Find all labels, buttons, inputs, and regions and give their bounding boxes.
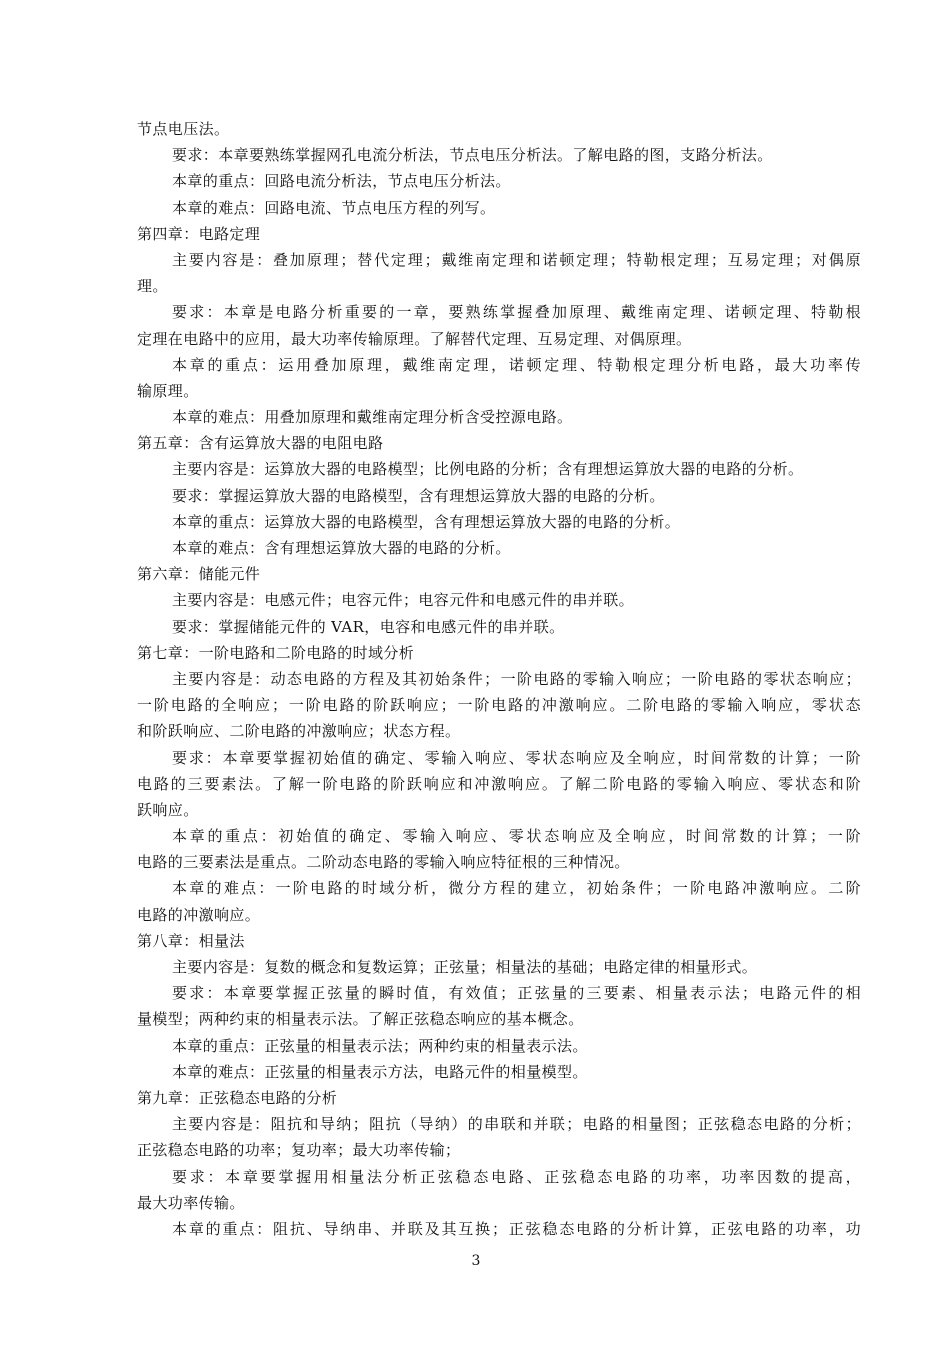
text-line: 电路的三要素法。了解一阶电路的阶跃响应和冲激响应。了解二阶电路的零输入响应、零状态和阶 bbox=[137, 774, 861, 793]
text-line: 主要内容是：叠加原理；替代定理；戴维南定理和诺顿定理；特勒根定理；互易定理；对偶原 bbox=[172, 250, 861, 269]
chapter-heading: 第七章：一阶电路和二阶电路的时域分析 bbox=[137, 643, 415, 662]
text-line: 主要内容是：运算放大器的电路模型；比例电路的分析；含有理想运算放大器的电路的分析。 bbox=[172, 460, 804, 479]
chapter-heading: 第六章：储能元件 bbox=[137, 565, 261, 584]
text-line: 要求：掌握储能元件的 VAR，电容和电感元件的串并联。 bbox=[172, 617, 565, 636]
text-line: 主要内容是：阻抗和导纳；阻抗（导纳）的串联和并联；电路的相量图；正弦稳态电路的分析； bbox=[172, 1115, 861, 1134]
text-line: 一阶电路的全响应；一阶电路的阶跃响应；一阶电路的冲激响应。二阶电路的零输入响应，零状态 bbox=[137, 696, 861, 715]
text-line: 正弦稳态电路的功率；复功率；最大功率传输； bbox=[137, 1141, 461, 1160]
text-line: 本章的难点：正弦量的相量表示方法，电路元件的相量模型。 bbox=[172, 1062, 588, 1081]
text-line: 本章的难点：用叠加原理和戴维南定理分析含受控源电路。 bbox=[172, 408, 573, 427]
text-line: 本章的难点：一阶电路的时域分析，微分方程的建立，初始条件；一阶电路冲激响应。二阶 bbox=[172, 879, 861, 898]
text-line: 要求：本章要熟练掌握网孔电流分析法，节点电压分析法。了解电路的图，支路分析法。 bbox=[172, 146, 773, 165]
document-body bbox=[137, 116, 861, 1242]
text-line: 本章的重点：初始值的确定、零输入响应、零状态响应及全响应，时间常数的计算；一阶 bbox=[172, 827, 861, 846]
text-line: 电路的三要素法是重点。二阶动态电路的零输入响应特征根的三种情况。 bbox=[137, 853, 630, 872]
text-line: 本章的重点：阻抗、导纳串、并联及其互换；正弦稳态电路的分析计算，正弦电路的功率，功 bbox=[172, 1219, 861, 1238]
text-line: 量模型；两种约束的相量表示法。了解正弦稳态响应的基本概念。 bbox=[137, 1010, 584, 1029]
chapter-heading: 第九章：正弦稳态电路的分析 bbox=[137, 1088, 338, 1107]
text-line: 最大功率传输。 bbox=[137, 1193, 245, 1212]
text-line: 要求：本章要掌握正弦量的瞬时值，有效值；正弦量的三要素、相量表示法；电路元件的相 bbox=[172, 984, 861, 1003]
text-line: 主要内容是：电感元件；电容元件；电容元件和电感元件的串并联。 bbox=[172, 591, 635, 610]
text-line: 理。 bbox=[137, 277, 168, 296]
chapter-heading: 第八章：相量法 bbox=[137, 931, 245, 950]
text-line: 要求：本章要掌握用相量法分析正弦稳态电路、正弦稳态电路的功率，功率因数的提高， bbox=[172, 1167, 861, 1186]
page-number: 3 bbox=[471, 1253, 481, 1269]
text-line: 要求：本章要掌握初始值的确定、零输入响应、零状态响应及全响应，时间常数的计算；一阶 bbox=[172, 748, 861, 767]
text-line: 定理在电路中的应用，最大功率传输原理。了解替代定理、互易定理、对偶原理。 bbox=[137, 329, 692, 348]
text-line: 本章的重点：回路电流分析法，节点电压分析法。 bbox=[172, 172, 511, 191]
text-line: 本章的重点：运用叠加原理，戴维南定理，诺顿定理、特勒根定理分析电路，最大功率传 bbox=[172, 355, 861, 374]
text-line: 主要内容是：复数的概念和复数运算；正弦量；相量法的基础；电路定律的相量形式。 bbox=[172, 958, 758, 976]
text-line: 节点电压法。 bbox=[137, 120, 230, 138]
chapter-heading: 第四章：电路定理 bbox=[137, 224, 261, 243]
text-line: 和阶跃响应、二阶电路的冲激响应；状态方程。 bbox=[137, 722, 461, 741]
chapter-heading: 第五章：含有运算放大器的电阻电路 bbox=[137, 434, 384, 453]
text-line: 要求：掌握运算放大器的电路模型，含有理想运算放大器的电路的分析。 bbox=[172, 486, 665, 505]
text-line: 本章的难点：含有理想运算放大器的电路的分析。 bbox=[172, 539, 511, 557]
text-line: 输原理。 bbox=[137, 381, 199, 400]
text-line: 本章的重点：运算放大器的电路模型，含有理想运算放大器的电路的分析。 bbox=[172, 512, 681, 531]
text-line: 跃响应。 bbox=[137, 800, 199, 819]
text-line: 主要内容是：动态电路的方程及其初始条件；一阶电路的零输入响应；一阶电路的零状态响应； bbox=[172, 669, 861, 688]
text-line: 要求：本章是电路分析重要的一章，要熟练掌握叠加原理、戴维南定理、诺顿定理、特勒根 bbox=[172, 303, 861, 322]
text-line: 电路的冲激响应。 bbox=[137, 905, 261, 924]
text-line: 本章的重点：正弦量的相量表示法；两种约束的相量表示法。 bbox=[172, 1036, 588, 1055]
text-line: 本章的难点：回路电流、节点电压方程的列写。 bbox=[172, 198, 496, 217]
